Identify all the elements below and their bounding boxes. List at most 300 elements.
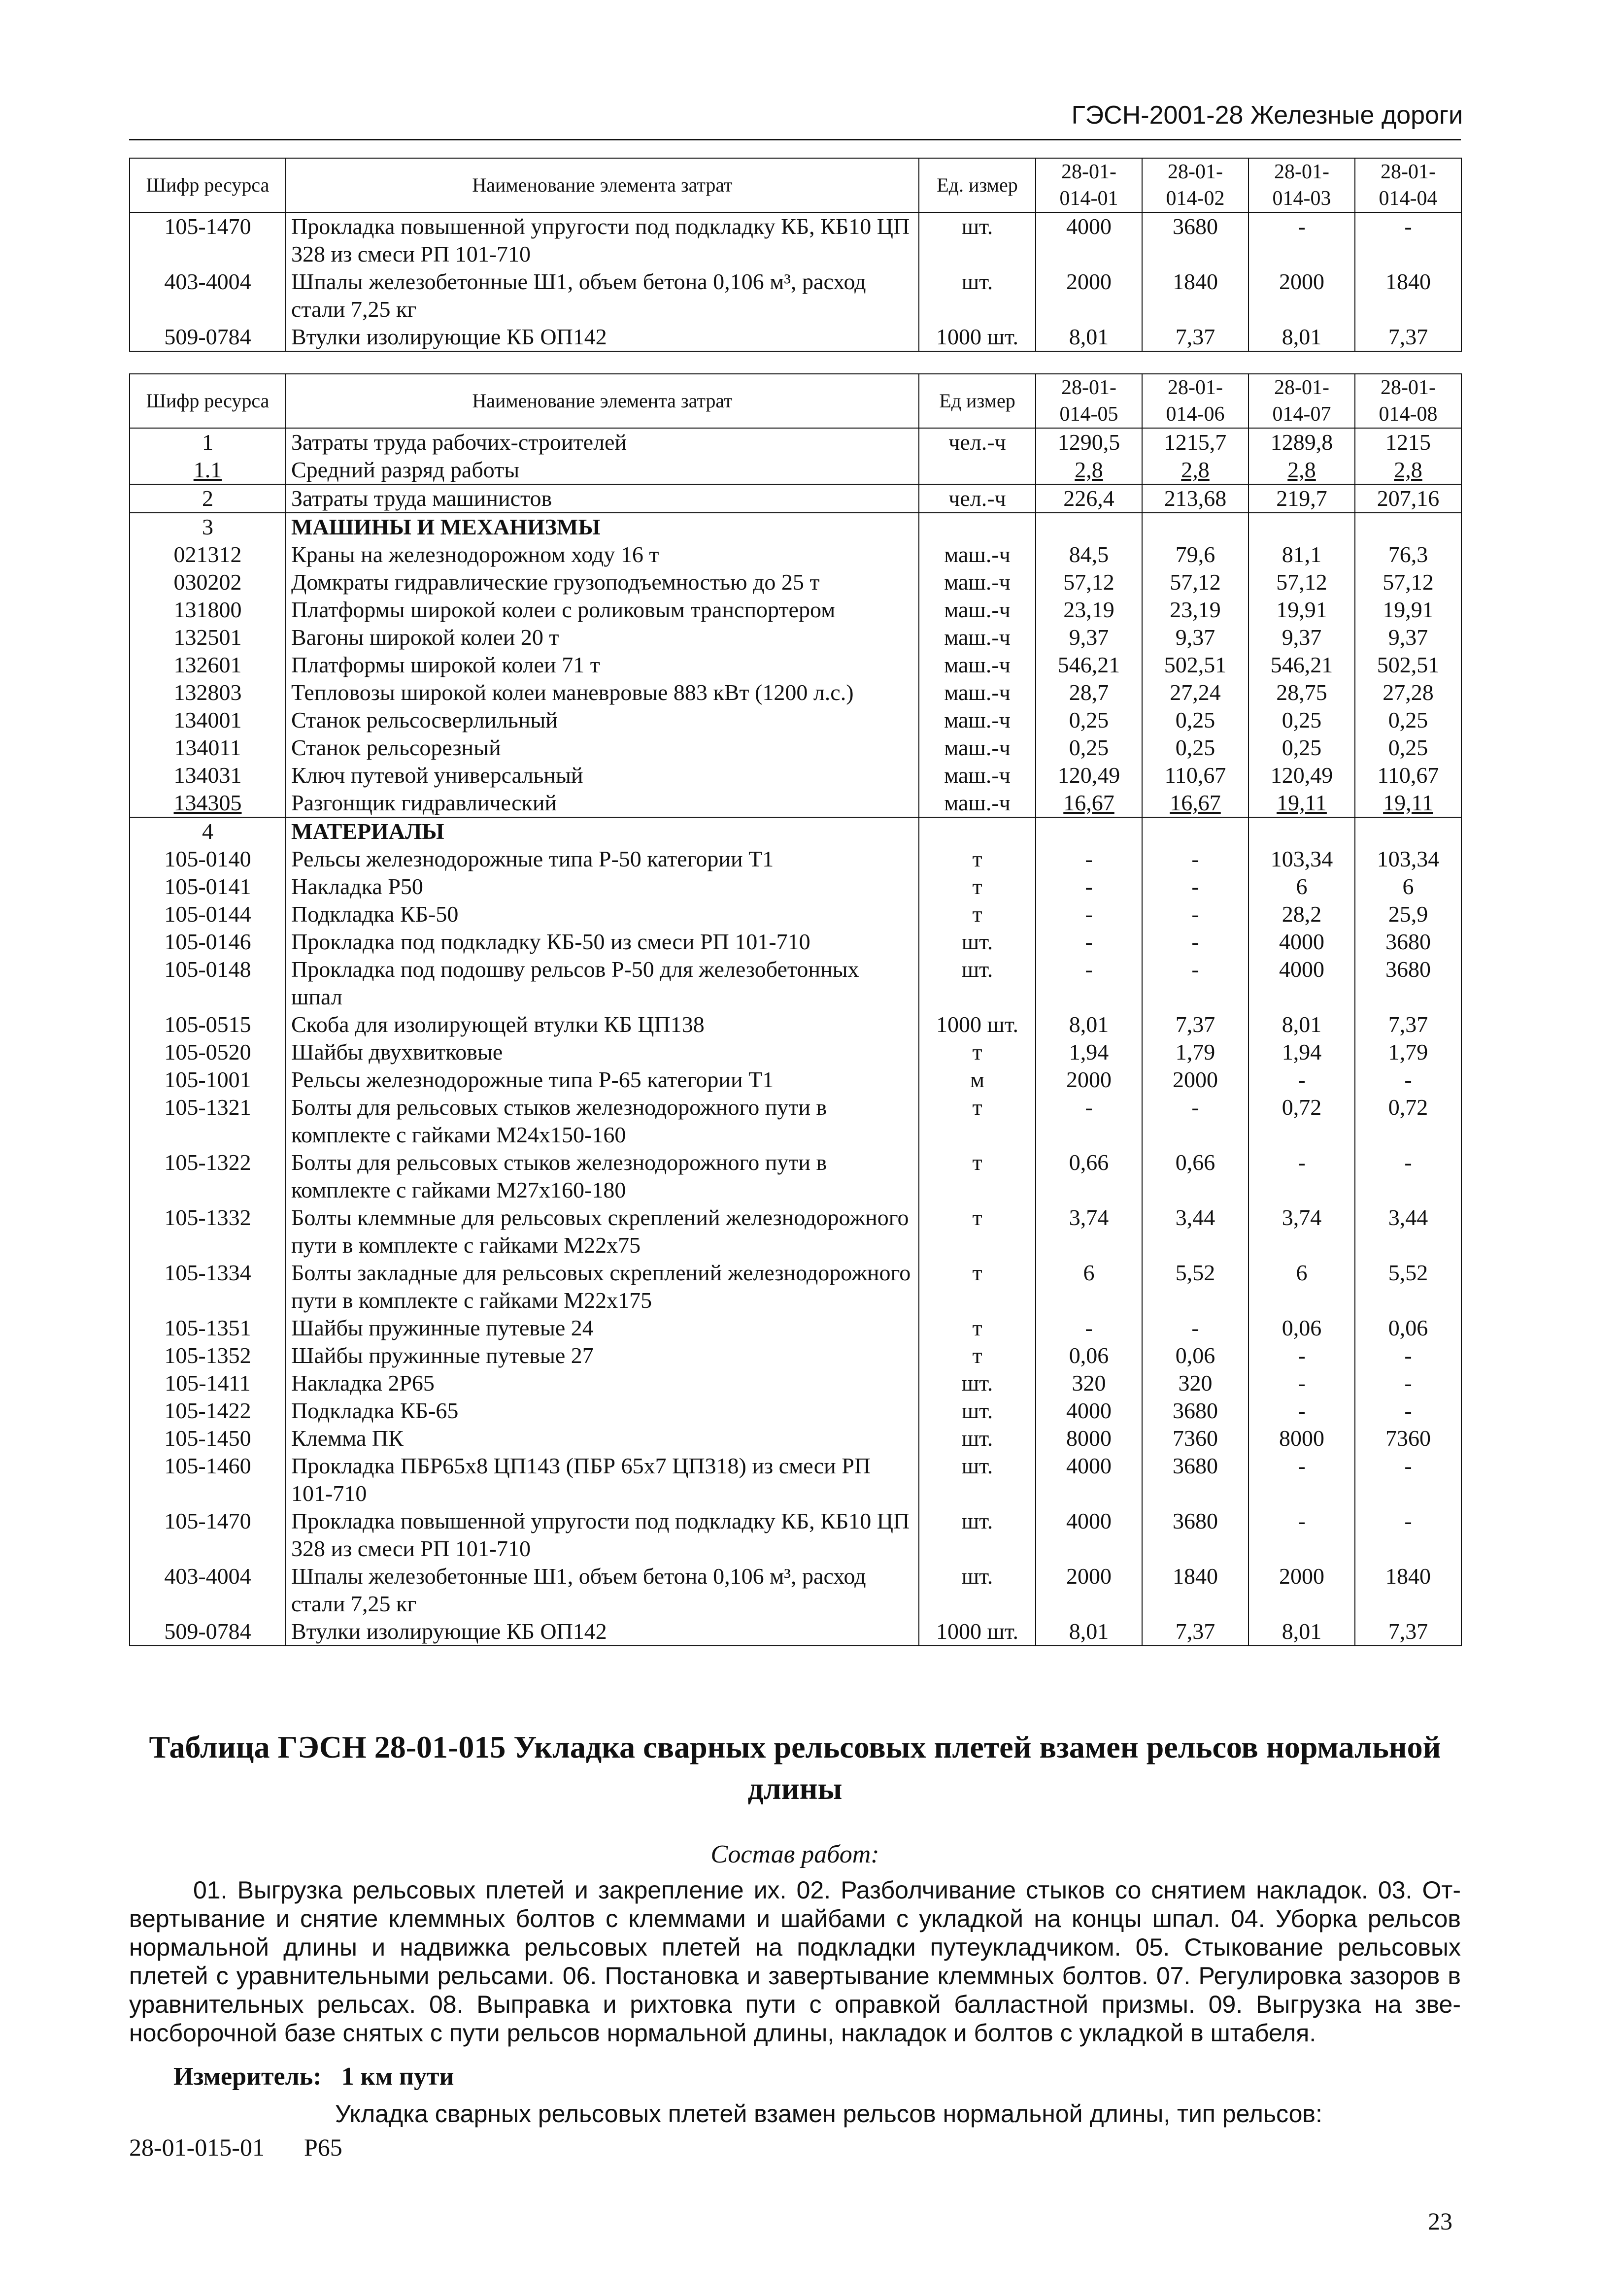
table-cell bbox=[1355, 513, 1461, 541]
table-row bbox=[130, 212, 1461, 268]
table-cell: шт. bbox=[919, 1563, 1036, 1618]
table-cell: Подкладка КБ-50 bbox=[286, 900, 919, 928]
table-cell: 8,01 bbox=[1036, 323, 1142, 351]
table-row bbox=[130, 651, 1461, 679]
table-cell: 23,19 bbox=[1142, 596, 1248, 624]
table-cell: чел.-ч bbox=[919, 484, 1036, 513]
table-row bbox=[130, 1314, 1461, 1342]
table-cell: - bbox=[1036, 845, 1142, 873]
table-cell: - bbox=[1355, 1507, 1461, 1563]
table-cell: Скоба для изолирующей втулки КБ ЦП138 bbox=[286, 1011, 919, 1038]
table-cell: 7,37 bbox=[1142, 323, 1248, 351]
table-cell: 7360 bbox=[1355, 1425, 1461, 1452]
table-cell: 1,94 bbox=[1036, 1038, 1142, 1066]
table-cell: Шайбы пружинные путевые 27 bbox=[286, 1342, 919, 1369]
table-cell: маш.-ч bbox=[919, 651, 1036, 679]
table-cell: 1840 bbox=[1355, 268, 1461, 323]
table-cell: 502,51 bbox=[1142, 651, 1248, 679]
measure-line bbox=[173, 2062, 454, 2091]
table-row bbox=[130, 1066, 1461, 1094]
table-cell: 320 bbox=[1142, 1369, 1248, 1397]
table-row bbox=[130, 734, 1461, 762]
table-cell: 3680 bbox=[1142, 212, 1248, 268]
table-cell: 9,37 bbox=[1036, 624, 1142, 651]
table-cell: 25,9 bbox=[1355, 900, 1461, 928]
table-cell: - bbox=[1355, 1066, 1461, 1094]
table-cell: маш.-ч bbox=[919, 679, 1036, 706]
table-cell: 4000 bbox=[1248, 928, 1355, 956]
table-cell: 546,21 bbox=[1036, 651, 1142, 679]
table-cell: 105-1351 bbox=[130, 1314, 286, 1342]
table-row bbox=[130, 456, 1461, 484]
table-row bbox=[130, 1259, 1461, 1314]
table-cell: 0,25 bbox=[1355, 706, 1461, 734]
table-cell: 2,8 bbox=[1248, 456, 1355, 484]
table-cell: 8,01 bbox=[1248, 1618, 1355, 1646]
table-cell: 7,37 bbox=[1142, 1618, 1248, 1646]
col-header-code: 28-01- 014-06 bbox=[1142, 374, 1248, 428]
table-cell: т bbox=[919, 1149, 1036, 1204]
table-cell: 2,8 bbox=[1142, 456, 1248, 484]
table-cell: 2,8 bbox=[1036, 456, 1142, 484]
table-cell: Шпалы железобетонные Ш1, объем бетона 0,106 м³, расход стали 7,25 кг bbox=[286, 1563, 919, 1618]
table-row bbox=[130, 323, 1461, 351]
table-cell: 0,25 bbox=[1036, 734, 1142, 762]
table-cell: 4000 bbox=[1036, 1507, 1142, 1563]
table-cell: 4 bbox=[130, 817, 286, 845]
table-cell: 0,72 bbox=[1248, 1094, 1355, 1149]
table-row bbox=[130, 1038, 1461, 1066]
table-cell: 120,49 bbox=[1248, 762, 1355, 789]
table-cell: 105-0141 bbox=[130, 873, 286, 900]
table-cell: 3680 bbox=[1355, 928, 1461, 956]
table-cell bbox=[1248, 817, 1355, 845]
table-cell: 7,37 bbox=[1355, 1618, 1461, 1646]
table-cell: 105-1411 bbox=[130, 1369, 286, 1397]
table-body bbox=[130, 212, 1461, 351]
table-cell: т bbox=[919, 900, 1036, 928]
table-cell: Вагоны широкой колеи 20 т bbox=[286, 624, 919, 651]
table-cell: МАШИНЫ И МЕХАНИЗМЫ bbox=[286, 513, 919, 541]
table-cell: шт. bbox=[919, 1507, 1036, 1563]
table-cell: т bbox=[919, 845, 1036, 873]
table-row bbox=[130, 541, 1461, 568]
table-cell: 207,16 bbox=[1355, 484, 1461, 513]
table-cell: 57,12 bbox=[1355, 568, 1461, 596]
table-row bbox=[130, 1369, 1461, 1397]
col-header-unit: Ед измер bbox=[919, 374, 1036, 428]
table-cell bbox=[919, 817, 1036, 845]
resource-table-top bbox=[129, 158, 1462, 352]
table-cell: 105-0515 bbox=[130, 1011, 286, 1038]
table-cell: - bbox=[1355, 1369, 1461, 1397]
table-cell: - bbox=[1248, 1397, 1355, 1425]
col-header-code: 28-01- 014-05 bbox=[1036, 374, 1142, 428]
table-cell: 57,12 bbox=[1036, 568, 1142, 596]
table-cell bbox=[1248, 513, 1355, 541]
measure-value: 1 км пути bbox=[341, 2063, 454, 2091]
table-cell: Платформы широкой колеи с роликовым транспортером bbox=[286, 596, 919, 624]
table-cell: 132501 bbox=[130, 624, 286, 651]
table-cell: маш.-ч bbox=[919, 624, 1036, 651]
table-cell: - bbox=[1036, 928, 1142, 956]
table-cell: Втулки изолирующие КБ ОП142 bbox=[286, 1618, 919, 1646]
table-cell: - bbox=[1355, 212, 1461, 268]
table-cell: 57,12 bbox=[1142, 568, 1248, 596]
table-row bbox=[130, 873, 1461, 900]
table-cell: 105-1332 bbox=[130, 1204, 286, 1259]
table-cell: 103,34 bbox=[1355, 845, 1461, 873]
table-cell: Домкраты гидравлические грузоподъемностью до 25 т bbox=[286, 568, 919, 596]
table-cell: 84,5 bbox=[1036, 541, 1142, 568]
table-cell: - bbox=[1142, 956, 1248, 1011]
table-row bbox=[130, 568, 1461, 596]
table-cell: 8,01 bbox=[1248, 323, 1355, 351]
table-cell: 28,2 bbox=[1248, 900, 1355, 928]
table-cell: Болты закладные для рельсовых скреплений железнодорожного пути в комплекте с гайками М22х175 bbox=[286, 1259, 919, 1314]
col-header-resource: Шифр ресурса bbox=[130, 158, 286, 212]
table-cell: шт. bbox=[919, 1369, 1036, 1397]
table-cell: Болты для рельсовых стыков железнодорожного пути в комплекте с гайками М27х160-180 bbox=[286, 1149, 919, 1204]
table-cell: - bbox=[1248, 1369, 1355, 1397]
table-cell: м bbox=[919, 1066, 1036, 1094]
table-cell: Шпалы железобетонные Ш1, объем бетона 0,106 м³, расход стали 7,25 кг bbox=[286, 268, 919, 323]
table-cell: - bbox=[1036, 1094, 1142, 1149]
table-cell: 1000 шт. bbox=[919, 1011, 1036, 1038]
table-row bbox=[130, 956, 1461, 1011]
table-cell: 132601 bbox=[130, 651, 286, 679]
table-cell: 8,01 bbox=[1036, 1011, 1142, 1038]
table-cell: 1,79 bbox=[1355, 1038, 1461, 1066]
table-cell: 23,19 bbox=[1036, 596, 1142, 624]
table-cell: - bbox=[1355, 1452, 1461, 1507]
table-cell: Затраты труда рабочих-строителей bbox=[286, 428, 919, 456]
table-cell: 5,52 bbox=[1142, 1259, 1248, 1314]
table-cell: 226,4 bbox=[1036, 484, 1142, 513]
table-cell: 5,52 bbox=[1355, 1259, 1461, 1314]
table-cell: Прокладка под подошву рельсов Р-50 для железобетонных шпал bbox=[286, 956, 919, 1011]
table-cell: шт. bbox=[919, 268, 1036, 323]
table-row bbox=[130, 1563, 1461, 1618]
table-row bbox=[130, 268, 1461, 323]
table-cell: 19,11 bbox=[1355, 789, 1461, 817]
table-cell: 27,28 bbox=[1355, 679, 1461, 706]
col-header-code: 28-01- 014-02 bbox=[1142, 158, 1248, 212]
table-cell: 213,68 bbox=[1142, 484, 1248, 513]
table-cell: 2,8 bbox=[1355, 456, 1461, 484]
table-cell: т bbox=[919, 1038, 1036, 1066]
table-cell: Станок рельсорезный bbox=[286, 734, 919, 762]
table-cell bbox=[1036, 817, 1142, 845]
table-cell: Рельсы железнодорожные типа Р-65 категории Т1 bbox=[286, 1066, 919, 1094]
table-cell: Накладка 2Р65 bbox=[286, 1369, 919, 1397]
table-cell: т bbox=[919, 1342, 1036, 1369]
table-cell: 19,91 bbox=[1355, 596, 1461, 624]
table-cell: 8,01 bbox=[1036, 1618, 1142, 1646]
table-cell bbox=[919, 513, 1036, 541]
rail-type: Р65 bbox=[304, 2133, 342, 2161]
table-cell: 120,49 bbox=[1036, 762, 1142, 789]
table-cell: 1840 bbox=[1142, 1563, 1248, 1618]
table-cell: Тепловозы широкой колеи маневровые 883 кВт (1200 л.с.) bbox=[286, 679, 919, 706]
table-row bbox=[130, 1397, 1461, 1425]
table-cell: - bbox=[1036, 956, 1142, 1011]
table-cell: 0,06 bbox=[1355, 1314, 1461, 1342]
norm-code-row bbox=[129, 2133, 342, 2162]
table-cell: МАТЕРИАЛЫ bbox=[286, 817, 919, 845]
table-cell: 0,06 bbox=[1142, 1342, 1248, 1369]
work-composition-text: 01. Выгрузка рельсовых плетей и закрепление их. 02. Разболчивание стыков со снятием накладок. 03. Отвертывание и снятие клеммных болтов с клеммами и шайбами с укладкой на концы шпал. 04. Уборка рельсов нормальной длины и надвижка рельсовых плетей на подкладки путеукладчиком. 05. Стыкование рельсовых плетей с уравнительными рельсами. 06. Постановка и завертывание клеммных болтов. 07. Регулировка зазоров в уравнительных рельсах. 08. Выправка и рихтовка пути с оправкой балластной призмы. 09. Выгрузка на звеносборочной базе снятых с пути рельсов нормальной длины, накладок и болтов с укладкой в штабеля. bbox=[129, 1876, 1461, 2047]
table-cell: 7,37 bbox=[1355, 1011, 1461, 1038]
table-cell: 546,21 bbox=[1248, 651, 1355, 679]
table-cell: 0,66 bbox=[1036, 1149, 1142, 1204]
col-header-code: 28-01- 014-04 bbox=[1355, 158, 1461, 212]
table-cell: Прокладка под подкладку КБ-50 из смеси РП 101-710 bbox=[286, 928, 919, 956]
table-cell: - bbox=[1248, 1452, 1355, 1507]
table-cell: 1840 bbox=[1355, 1563, 1461, 1618]
table-cell: - bbox=[1248, 1342, 1355, 1369]
table-cell: 19,91 bbox=[1248, 596, 1355, 624]
table-cell: т bbox=[919, 1259, 1036, 1314]
table-cell: 134011 bbox=[130, 734, 286, 762]
table-row bbox=[130, 1149, 1461, 1204]
table-cell: - bbox=[1355, 1342, 1461, 1369]
table-cell: - bbox=[1036, 1314, 1142, 1342]
section-title: Таблица ГЭСН 28-01-015 Укладка сварных рельсовых плетей взамен рельсов нормальной длины bbox=[149, 1730, 1441, 1806]
table-cell: Шайбы пружинные путевые 24 bbox=[286, 1314, 919, 1342]
table-row bbox=[130, 1011, 1461, 1038]
table-cell bbox=[919, 456, 1036, 484]
table-cell: 134031 bbox=[130, 762, 286, 789]
table-cell: 3,74 bbox=[1036, 1204, 1142, 1259]
table-cell: - bbox=[1248, 1066, 1355, 1094]
table-cell: Прокладка повышенной упругости под подкладку КБ, КБ10 ЦП 328 из смеси РП 101-710 bbox=[286, 1507, 919, 1563]
running-header: ГЭСН-2001-28 Железные дороги bbox=[1071, 101, 1463, 130]
table-cell: 103,34 bbox=[1248, 845, 1355, 873]
table-cell: 0,06 bbox=[1036, 1342, 1142, 1369]
table-cell: 105-1470 bbox=[130, 212, 286, 268]
col-header-name: Наименование элемента затрат bbox=[286, 158, 919, 212]
table-cell: Станок рельсосверлильный bbox=[286, 706, 919, 734]
table-cell: - bbox=[1142, 928, 1248, 956]
table-cell: 0,25 bbox=[1355, 734, 1461, 762]
table-cell: Средний разряд работы bbox=[286, 456, 919, 484]
table-cell: 3,44 bbox=[1355, 1204, 1461, 1259]
table-row bbox=[130, 1452, 1461, 1507]
table-cell: 2000 bbox=[1036, 1066, 1142, 1094]
table-cell: 1,94 bbox=[1248, 1038, 1355, 1066]
table-cell: 105-1352 bbox=[130, 1342, 286, 1369]
table-cell: чел.-ч bbox=[919, 428, 1036, 456]
table-cell: 4000 bbox=[1248, 956, 1355, 1011]
table-cell: 105-1334 bbox=[130, 1259, 286, 1314]
table-cell: 021312 bbox=[130, 541, 286, 568]
table-cell: 134001 bbox=[130, 706, 286, 734]
col-header-code: 28-01- 014-01 bbox=[1036, 158, 1142, 212]
table-cell: маш.-ч bbox=[919, 596, 1036, 624]
table-cell: 509-0784 bbox=[130, 1618, 286, 1646]
table-cell: 3680 bbox=[1142, 1397, 1248, 1425]
work-composition-label: Состав работ: bbox=[710, 1840, 879, 1868]
table-cell: 2 bbox=[130, 484, 286, 513]
table-cell: 0,66 bbox=[1142, 1149, 1248, 1204]
table-cell: 1,79 bbox=[1142, 1038, 1248, 1066]
table-cell: 4000 bbox=[1036, 212, 1142, 268]
table-cell: 7,37 bbox=[1142, 1011, 1248, 1038]
table-cell: 3,74 bbox=[1248, 1204, 1355, 1259]
table-row bbox=[130, 596, 1461, 624]
table-cell: 57,12 bbox=[1248, 568, 1355, 596]
table-cell: - bbox=[1036, 873, 1142, 900]
table-cell: Прокладка ПБР65х8 ЦП143 (ПБР 65х7 ЦП318) из смеси РП 101-710 bbox=[286, 1452, 919, 1507]
table-cell: 110,67 bbox=[1355, 762, 1461, 789]
table-cell: 79,6 bbox=[1142, 541, 1248, 568]
col-header-name: Наименование элемента затрат bbox=[286, 374, 919, 428]
table-cell: 2000 bbox=[1248, 268, 1355, 323]
table-cell: 4000 bbox=[1036, 1452, 1142, 1507]
table-cell: 3,44 bbox=[1142, 1204, 1248, 1259]
table-cell: 9,37 bbox=[1248, 624, 1355, 651]
table-cell: Разгонщик гидравлический bbox=[286, 789, 919, 817]
table-cell: 7360 bbox=[1142, 1425, 1248, 1452]
table-cell: 502,51 bbox=[1355, 651, 1461, 679]
table-cell: - bbox=[1248, 1149, 1355, 1204]
table-cell: - bbox=[1355, 1149, 1461, 1204]
table-cell: Краны на железнодорожном ходу 16 т bbox=[286, 541, 919, 568]
table-cell: 030202 bbox=[130, 568, 286, 596]
table-cell: 6 bbox=[1036, 1259, 1142, 1314]
table-cell bbox=[1355, 817, 1461, 845]
table-cell: 19,11 bbox=[1248, 789, 1355, 817]
norm-description: Укладка сварных рельсовых плетей взамен рельсов нормальной длины, тип рельсов: bbox=[335, 2100, 1322, 2128]
table-cell: 1.1 bbox=[130, 456, 286, 484]
table-cell: 1215,7 bbox=[1142, 428, 1248, 456]
table-cell: 1290,5 bbox=[1036, 428, 1142, 456]
table-cell: 134305 bbox=[130, 789, 286, 817]
table-cell: 1215 bbox=[1355, 428, 1461, 456]
table-cell: маш.-ч bbox=[919, 706, 1036, 734]
table-row bbox=[130, 928, 1461, 956]
table-cell: шт. bbox=[919, 212, 1036, 268]
table-cell: 3680 bbox=[1142, 1507, 1248, 1563]
table-cell: 1840 bbox=[1142, 268, 1248, 323]
table-row bbox=[130, 845, 1461, 873]
table-cell: 509-0784 bbox=[130, 323, 286, 351]
table-cell: 16,67 bbox=[1142, 789, 1248, 817]
table-cell: 105-0520 bbox=[130, 1038, 286, 1066]
table-cell: Накладка Р50 bbox=[286, 873, 919, 900]
table-cell: т bbox=[919, 1094, 1036, 1149]
table-cell: т bbox=[919, 1314, 1036, 1342]
table-row bbox=[130, 1618, 1461, 1646]
table-cell: 105-1322 bbox=[130, 1149, 286, 1204]
table-cell: 110,67 bbox=[1142, 762, 1248, 789]
table-row bbox=[130, 624, 1461, 651]
col-header-code: 28-01- 014-08 bbox=[1355, 374, 1461, 428]
table-row bbox=[130, 1507, 1461, 1563]
table-row bbox=[130, 679, 1461, 706]
table-cell: Болты для рельсовых стыков железнодорожного пути в комплекте с гайками М24х150-160 bbox=[286, 1094, 919, 1149]
table-cell: 219,7 bbox=[1248, 484, 1355, 513]
norm-code: 28-01-015-01 bbox=[129, 2133, 265, 2161]
table-cell: 105-0140 bbox=[130, 845, 286, 873]
table-cell: Затраты труда машинистов bbox=[286, 484, 919, 513]
table-cell: 9,37 bbox=[1142, 624, 1248, 651]
table-cell: маш.-ч bbox=[919, 762, 1036, 789]
table-cell: - bbox=[1142, 1094, 1248, 1149]
table-cell: Рельсы железнодорожные типа Р-50 категории Т1 bbox=[286, 845, 919, 873]
table-cell: 3 bbox=[130, 513, 286, 541]
table-cell: Втулки изолирующие КБ ОП142 bbox=[286, 323, 919, 351]
table-cell: Шайбы двухвитковые bbox=[286, 1038, 919, 1066]
table-cell: - bbox=[1142, 873, 1248, 900]
resource-table-main bbox=[129, 373, 1462, 1646]
table-cell: 28,75 bbox=[1248, 679, 1355, 706]
table-cell: маш.-ч bbox=[919, 789, 1036, 817]
table-row bbox=[130, 789, 1461, 817]
table-cell: шт. bbox=[919, 928, 1036, 956]
table-cell: Прокладка повышенной упругости под подкладку КБ, КБ10 ЦП 328 из смеси РП 101-710 bbox=[286, 212, 919, 268]
table-cell: 1289,8 bbox=[1248, 428, 1355, 456]
table-cell: 131800 bbox=[130, 596, 286, 624]
table-cell: 105-1422 bbox=[130, 1397, 286, 1425]
table-cell: т bbox=[919, 873, 1036, 900]
table-cell: т bbox=[919, 1204, 1036, 1259]
table-cell: шт. bbox=[919, 1452, 1036, 1507]
table-cell bbox=[1036, 513, 1142, 541]
table-cell: 16,67 bbox=[1036, 789, 1142, 817]
table-cell: 2000 bbox=[1248, 1563, 1355, 1618]
table-cell: 105-0146 bbox=[130, 928, 286, 956]
col-header-resource: Шифр ресурса bbox=[130, 374, 286, 428]
table-cell: 105-1001 bbox=[130, 1066, 286, 1094]
table-cell: 2000 bbox=[1036, 1563, 1142, 1618]
table-cell: - bbox=[1142, 845, 1248, 873]
table-row bbox=[130, 428, 1461, 456]
table-cell: Болты клеммные для рельсовых скреплений железнодорожного пути в комплекте с гайками М22х75 bbox=[286, 1204, 919, 1259]
table-cell: 105-1321 bbox=[130, 1094, 286, 1149]
table-cell bbox=[1142, 513, 1248, 541]
table-cell: 132803 bbox=[130, 679, 286, 706]
table-cell: маш.-ч bbox=[919, 734, 1036, 762]
table-row bbox=[130, 1425, 1461, 1452]
table-cell: 6 bbox=[1248, 1259, 1355, 1314]
table-cell: - bbox=[1142, 1314, 1248, 1342]
table-cell: 6 bbox=[1355, 873, 1461, 900]
page-number: 23 bbox=[1428, 2207, 1452, 2235]
col-header-code: 28-01- 014-03 bbox=[1248, 158, 1355, 212]
table-cell: 8000 bbox=[1248, 1425, 1355, 1452]
table-row bbox=[130, 1094, 1461, 1149]
table-cell: Платформы широкой колеи 71 т bbox=[286, 651, 919, 679]
table-row bbox=[130, 817, 1461, 845]
table-cell: - bbox=[1355, 1397, 1461, 1425]
table-row bbox=[130, 513, 1461, 541]
table-body bbox=[130, 428, 1461, 1646]
table-cell: 105-0148 bbox=[130, 956, 286, 1011]
table-cell: 105-1470 bbox=[130, 1507, 286, 1563]
table-cell: Подкладка КБ-65 bbox=[286, 1397, 919, 1425]
col-header-code: 28-01- 014-07 bbox=[1248, 374, 1355, 428]
table-cell: - bbox=[1248, 212, 1355, 268]
table-cell: 1000 шт. bbox=[919, 1618, 1036, 1646]
table-cell: 0,25 bbox=[1142, 734, 1248, 762]
table-cell: шт. bbox=[919, 1425, 1036, 1452]
table-cell: 28,7 bbox=[1036, 679, 1142, 706]
table-cell: - bbox=[1036, 900, 1142, 928]
table-cell: 1000 шт. bbox=[919, 323, 1036, 351]
table-cell: 4000 bbox=[1036, 1397, 1142, 1425]
